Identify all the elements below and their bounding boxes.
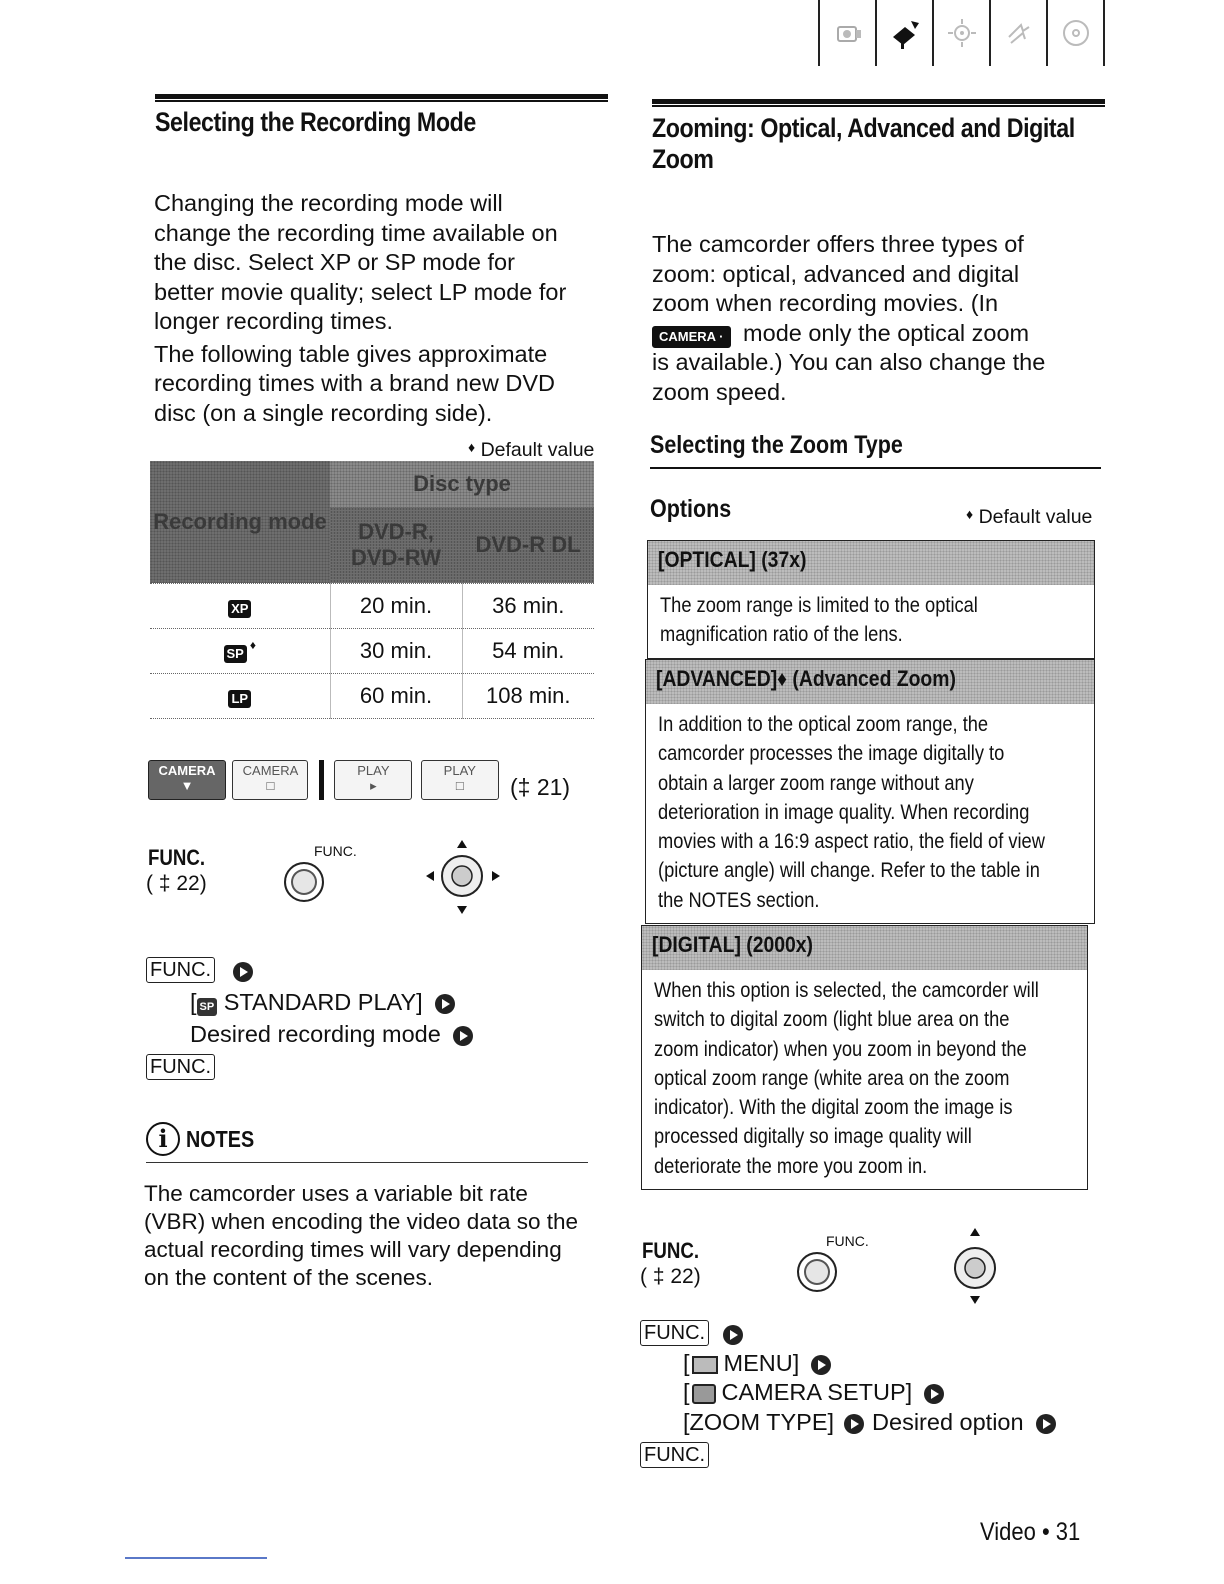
option-heading: [DIGITAL] (2000x) (642, 926, 1087, 970)
table-row (150, 628, 594, 673)
movie-camera-icon (877, 0, 934, 66)
option-heading: [OPTICAL] (37x) (648, 541, 1094, 585)
func-button-caption: FUNC. (314, 843, 357, 859)
notes-heading: i NOTES (146, 1122, 588, 1164)
arrow-right-icon (924, 1384, 944, 1404)
table-cell: 108 min. (462, 673, 594, 718)
default-value-note: ♦ Default value (468, 439, 595, 461)
table-row (150, 583, 594, 628)
section-icon-strip (818, 0, 1105, 66)
text-line: The camcorder offers three types of (652, 231, 1024, 257)
diamond-icon: ♦ (468, 439, 476, 455)
section-rule (652, 99, 1105, 107)
camera-photo-badge-icon: CAMERA · (652, 326, 731, 348)
subtitle-rule (650, 467, 1101, 469)
text-line: (VBR) when encoding the video data so the (144, 1209, 579, 1234)
movie-play-icon: ▸ (370, 778, 377, 793)
func-button-icon (284, 862, 324, 902)
table-cell: 60 min. (330, 673, 462, 718)
step-func-start: FUNC. (146, 957, 253, 983)
options-label: Options (650, 495, 732, 523)
text-line: zoom: optical, advanced and digital (652, 260, 1020, 287)
mode-cell (150, 673, 330, 718)
notes-rule (146, 1162, 588, 1163)
mode-divider (319, 760, 324, 800)
text-line: Changing the recording mode will (154, 190, 503, 216)
option-description: The zoom range is limited to the optical magnification ratio of the lens. (660, 594, 978, 647)
arrow-right-icon (1036, 1414, 1056, 1434)
sp-badge-icon: SP (224, 645, 247, 663)
table-cell: 54 min. (462, 628, 594, 673)
section-rule (155, 94, 608, 102)
joystick-icon (937, 1226, 1015, 1306)
table-cell: 36 min. (462, 583, 594, 628)
text-line: The following table gives approximate (154, 340, 548, 367)
option-heading: [ADVANCED]♦ (Advanced Zoom) (646, 660, 1094, 704)
text-line: CAMERA · mode only the optical zoom (652, 319, 1112, 349)
func-label: FUNC. (148, 845, 206, 870)
play-movie-mode-button: PLAY ▸ (334, 760, 412, 800)
table-row (150, 673, 594, 718)
option-digital (641, 925, 1088, 1190)
recording-times-table (150, 461, 594, 719)
sp-badge-icon: SP (197, 998, 218, 1016)
text-line: zoom speed. (652, 378, 787, 405)
sparkle-icon (934, 0, 991, 66)
text-line: on the content of the scenes. (144, 1265, 433, 1290)
arrow-right-icon (723, 1325, 743, 1345)
mode-buttons-row (148, 760, 608, 804)
option-description: When this option is selected, the camcorder will switch to digital zoom (light blue area on the zoom indicator) when you zoom in beyond the optical zoom range (white area on the zoom indicator). With the digital zoom the image is processed digitally so image quality will deteriorate the more you zoom in. (654, 979, 1039, 1178)
disc-icon (1048, 0, 1105, 66)
step-standard-play: [ SP STANDARD PLAY] (190, 989, 455, 1016)
section-title-line2: Zoom (652, 144, 714, 174)
photo-play-icon: □ (455, 778, 464, 793)
func-page-reference: ( ‡ 22) (146, 872, 207, 895)
diamond-icon: ♦ (966, 506, 974, 522)
option-optical (647, 540, 1095, 659)
menu-icon (692, 1356, 718, 1374)
camcorder-setup-icon (820, 0, 877, 66)
arrow-right-icon (233, 962, 253, 982)
arrow-right-icon (453, 1026, 473, 1046)
movie-camera-icon: ▼ (180, 778, 194, 793)
arrow-right-icon (844, 1414, 864, 1434)
table-cell: 30 min. (330, 628, 462, 673)
zoom-type-subtitle: Selecting the Zoom Type (650, 431, 903, 459)
func-button-caption: FUNC. (826, 1233, 869, 1249)
header-recording-mode: Recording mode (150, 461, 330, 583)
step-func-end: FUNC. (640, 1442, 709, 1468)
table-cell: 20 min. (330, 583, 462, 628)
zoom-intro-paragraph (652, 230, 1112, 407)
text-line: actual recording times will vary depending (144, 1237, 562, 1262)
xp-badge-icon: XP (228, 600, 251, 618)
text-line: zoom when recording movies. (In (652, 290, 999, 316)
func-label: FUNC. (642, 1238, 700, 1263)
section-title-line1: Zooming: Optical, Advanced and Digital (652, 113, 1075, 143)
joystick-icon (424, 836, 502, 916)
step-camera-setup: [ CAMERA SETUP] (683, 1379, 944, 1406)
header-dvd-r-dl: DVD-R DL (462, 507, 594, 583)
text-line: change the recording time available on (154, 219, 558, 246)
header-dvd-r: DVD-R, DVD-RW (330, 507, 462, 583)
section-title: Selecting the Recording Mode (155, 107, 476, 137)
lp-badge-icon: LP (228, 690, 251, 708)
func-button-icon (797, 1252, 837, 1292)
text-line: The camcorder uses a variable bit rate (144, 1181, 528, 1206)
mode-cell (150, 628, 330, 673)
transfer-icon (991, 0, 1048, 66)
intro-paragraph (154, 189, 614, 428)
diamond-icon: ♦ (249, 637, 256, 652)
notes-paragraph (144, 1180, 578, 1292)
play-photo-mode-button: PLAY □ (421, 760, 499, 800)
default-value-note: ♦ Default value (966, 506, 1093, 528)
step-zoom-type: [ZOOM TYPE] Desired option (683, 1409, 1056, 1436)
text-line: is available.) You can also change the (652, 349, 1046, 375)
step-func-end: FUNC. (146, 1054, 215, 1080)
info-icon: i (146, 1122, 180, 1156)
page-reference: (‡ 21) (510, 774, 571, 800)
photo-camera-icon: □ (266, 778, 275, 793)
text-line: the disc. Select XP or SP mode for (154, 249, 515, 275)
func-page-reference: ( ‡ 22) (640, 1265, 701, 1288)
text-line: recording times with a brand new DVD (154, 370, 555, 396)
text-line: disc (on a single recording side). (154, 399, 493, 426)
text-line: longer recording times. (154, 308, 394, 334)
camera-movie-mode-button: CAMERA ▼ (148, 760, 226, 800)
camera-photo-mode-button: CAMERA □ (232, 760, 308, 800)
arrow-right-icon (811, 1355, 831, 1375)
page-number: Video • 31 (980, 1518, 1081, 1546)
step-menu: [ MENU] (683, 1350, 831, 1377)
arrow-right-icon (435, 994, 455, 1014)
header-disc-type: Disc type (330, 461, 594, 507)
text-line: better movie quality; select LP mode for (154, 278, 567, 305)
step-func-start: FUNC. (640, 1320, 743, 1346)
camera-setup-icon (692, 1384, 716, 1404)
mode-cell (150, 583, 330, 628)
step-desired-mode: Desired recording mode (190, 1021, 473, 1048)
footer-accent-rule (125, 1557, 267, 1559)
option-description: In addition to the optical zoom range, the camcorder processes the image digitally to obtain a larger zoom range without any deterioration in image quality. When recording movies with a 16:9 aspect ratio, the field of view (picture angle) will change. Refer to the table in the NOTES section. (658, 713, 1045, 912)
option-advanced (645, 659, 1095, 924)
